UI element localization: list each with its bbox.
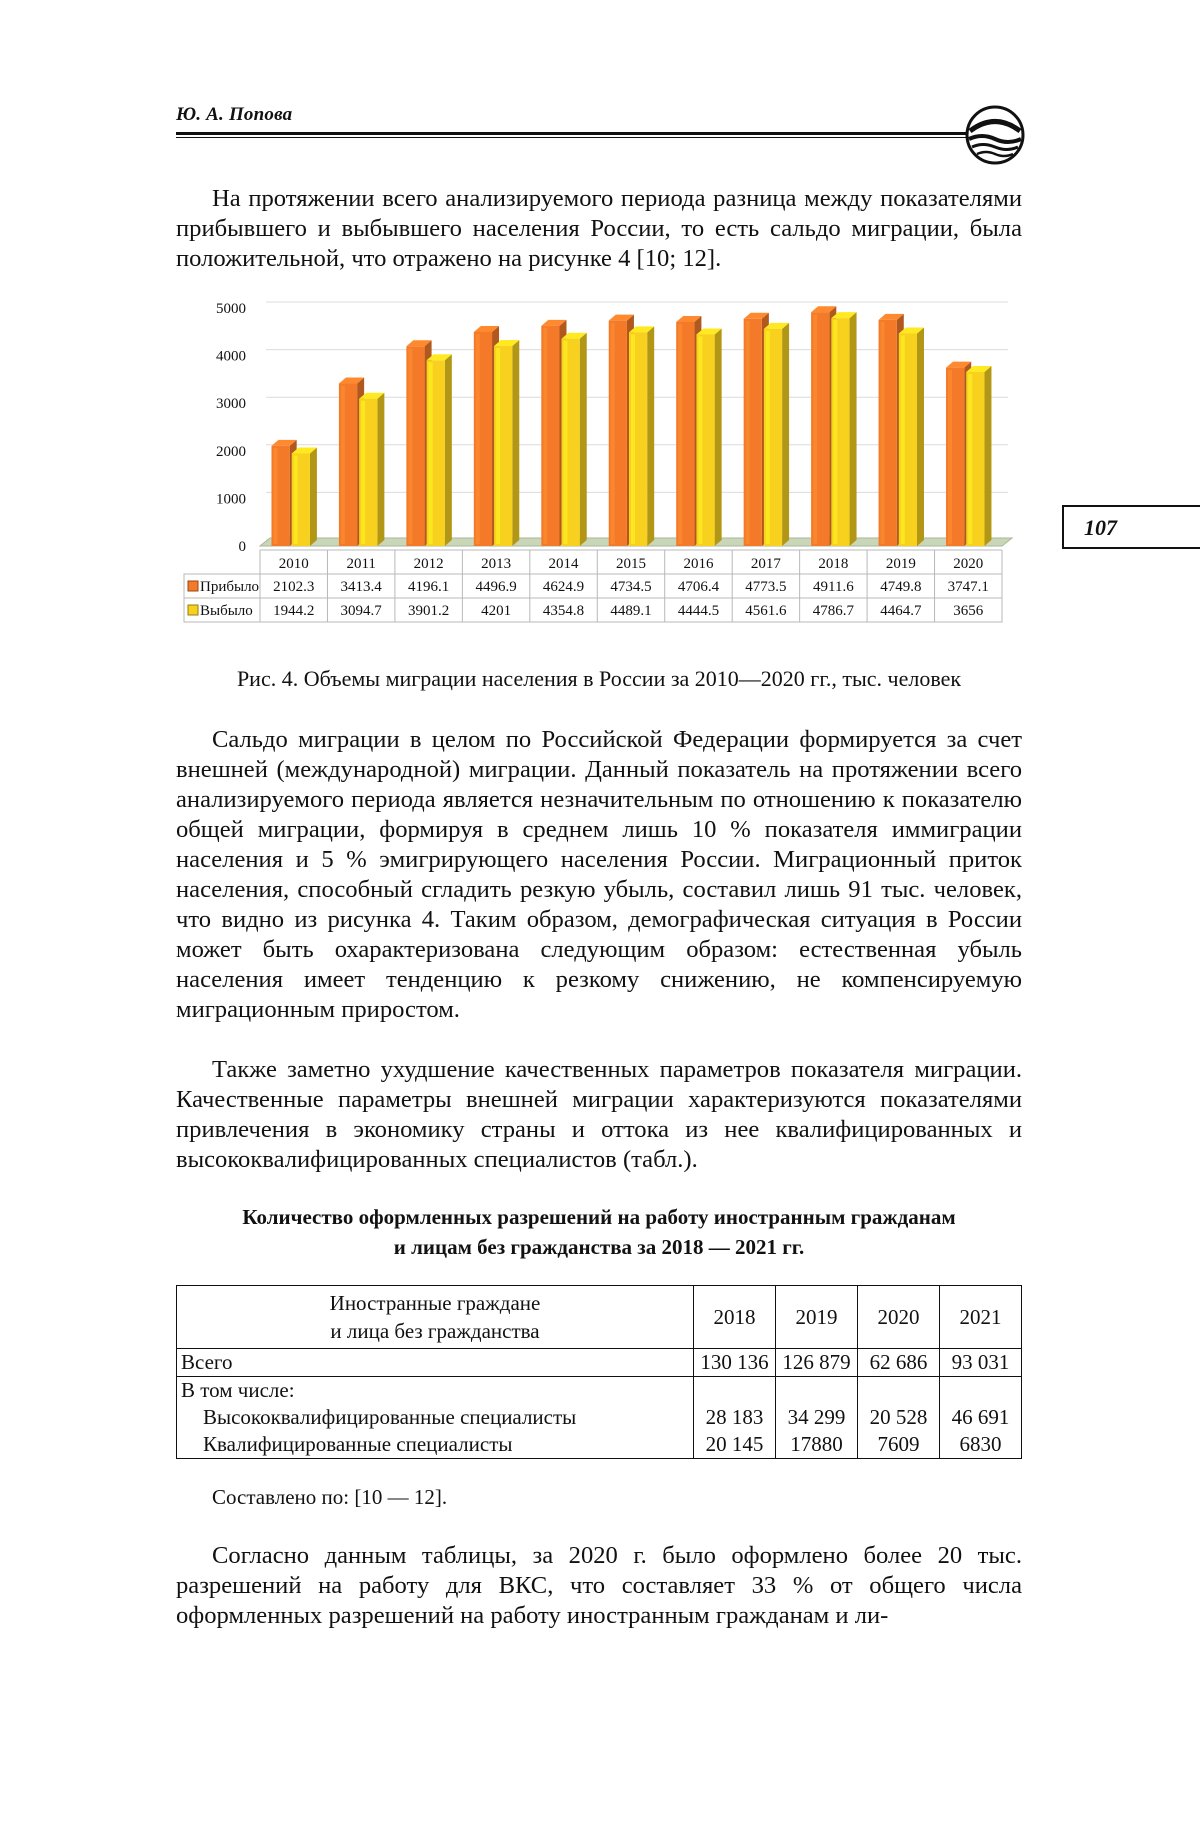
bar-highlight [294,455,298,544]
bar-side [647,326,654,546]
table-source: Составлено по: [10 — 12]. [212,1485,448,1509]
table-cell [858,1377,940,1405]
y-tick-label: 3000 [216,396,246,413]
table-header-label-line-1: Иностранные граждане [329,1291,541,1315]
table-cell: 126 879 [776,1349,858,1377]
data-label: 4464.7 [880,603,922,619]
bar-highlight [361,401,365,544]
table-row-label: В том числе: [177,1377,694,1405]
bar-Выбыло-2017 [764,323,789,546]
data-label: 2102.3 [273,579,315,595]
x-tick-label: 2013 [481,556,512,572]
data-label: 4561.6 [745,603,787,619]
paragraph-1: На протяжении всего анализируемого периода разница между показателями прибывшего и выбывшего населения России, то есть сальдо миграции, была положительной, что отражено на рисунке 4 [10; 12]. [176,185,1022,272]
table-row [177,1349,1022,1377]
data-label: 3094.7 [340,603,382,619]
x-tick-label: 2016 [683,556,714,572]
x-tick-label: 2017 [750,556,781,572]
table-cell: 7609 [858,1431,940,1459]
data-label: 3901.2 [408,603,450,619]
table-row-label: Всего [177,1349,694,1377]
data-label: 4734.5 [610,579,652,595]
table-cell: 6830 [940,1431,1022,1459]
bar-highlight [496,348,500,544]
data-label: 4196.1 [408,579,450,595]
data-label: 4354.8 [542,603,585,619]
bar-side [310,447,317,546]
x-tick-label: 2012 [413,556,444,572]
bar-Выбыло-2016 [696,328,721,546]
running-header-author: Ю. А. Попова [176,104,293,125]
data-label: 4786.7 [812,603,854,619]
table-row [177,1404,1022,1431]
table-row-label: Квалифицированные специалисты [177,1431,694,1459]
paragraph-4: Согласно данным таблицы, за 2020 г. было оформлено более 20 тыс. разрешений на работу для ВКС, что составляет 33 % от общего числа оформленных разрешений на работу иностранным гражданам и ли- [176,1542,1022,1629]
header-rule-thin [176,137,966,138]
bar-Выбыло-2019 [899,327,924,546]
bar-side [782,323,789,546]
figure-caption: Рис. 4. Объемы миграции населения в России за 2010—2020 гг., тыс. человек [236,666,962,691]
table-cell [940,1377,1022,1405]
bar-Выбыло-2020 [966,366,991,546]
bar-highlight [543,328,547,544]
table-header-label-line-2: и лица без гражданства [330,1319,540,1343]
bar-Выбыло-2015 [629,326,654,546]
bar-highlight [881,322,885,544]
bar-side [377,393,384,546]
page-number: 107 [1062,505,1200,549]
bar-highlight [833,320,837,544]
bar-highlight [611,323,615,544]
table-cell: 93 031 [940,1349,1022,1377]
bar-highlight [564,341,568,544]
table-header-year: 2020 [858,1286,940,1349]
bar-highlight [341,386,345,544]
x-tick-label: 2011 [346,556,376,572]
paragraph-3: Также заметно ухудшение качественных параметров показателя миграции. Качественные параметры внешней миграции характеризуются показателями привлечения в экономику страны и оттока из нее квалифицированных и высококвалифицированных специалистов (табл.). [176,1056,1022,1173]
bar-highlight [631,334,635,544]
bar-highlight [273,448,277,544]
data-label: 3413.4 [340,579,382,595]
bar-highlight [408,348,412,544]
x-tick-label: 2020 [953,556,984,572]
table-header-year: 2021 [940,1286,1022,1349]
data-label: 4489.1 [610,603,652,619]
x-tick-label: 2010 [278,556,309,572]
bar-Выбыло-2012 [427,354,452,546]
table-cell: 62 686 [858,1349,940,1377]
bar-highlight [766,331,770,544]
header-rule [176,132,966,135]
table-title-line-2: и лицам без гражданства за 2018 — 2021 гг. [393,1235,805,1259]
bar-Выбыло-2010 [292,447,317,546]
data-label: 4496.9 [475,579,517,595]
data-label: 3656 [953,603,984,619]
table-cell: 20 145 [694,1431,776,1459]
table-title-line-1: Количество оформленных разрешений на работу иностранным гражданам [242,1205,956,1229]
bar-highlight [476,334,480,544]
x-tick-label: 2019 [885,556,916,572]
table-title [176,1202,1022,1262]
bar-highlight [948,370,952,544]
data-label: 3747.1 [947,579,989,595]
table-cell [776,1377,858,1405]
table-cell: 34 299 [776,1404,858,1431]
paragraph-2: Сальдо миграции в целом по Российской Федерации формируется за счет внешней (международной) миграции. Данный показатель на протяжении всего анализируемого периода является незначительным по отношению к показателю общей миграции, формируя в среднем лишь 10 % показателя иммиграции населения и 5 % эмигрирующего населения России. Миграционный приток населения, способный сгладить резкую убыль, составил лишь 91 тыс. человек, что видно из рисунка 4. Таким образом, демографическая ситуация в России может быть охарактеризована следующим образом: естественная убыль населения имеет тенденцию к резкому снижению, не компенсируемую миграционным приростом. [176,726,1022,1023]
bar-side [984,366,991,546]
y-tick-label: 2000 [216,443,246,460]
table-header-year: 2018 [694,1286,776,1349]
data-label: 4773.5 [745,579,787,595]
table-cell: 20 528 [858,1404,940,1431]
bar-Выбыло-2018 [831,312,856,546]
data-label: 4201 [481,603,512,619]
bar-side [445,354,452,546]
data-label: 4911.6 [813,579,854,595]
y-tick-label: 1000 [216,491,246,508]
table-header-label [177,1286,694,1349]
bar-highlight [698,336,702,544]
table-cell: 130 136 [694,1349,776,1377]
table-row [177,1431,1022,1459]
bar-Выбыло-2014 [562,333,587,546]
bar-side [917,327,924,546]
table-row [177,1377,1022,1405]
table-header-year: 2019 [776,1286,858,1349]
bar-side [512,340,519,546]
migration-bar-chart [176,296,1022,636]
bar-highlight [813,314,817,544]
legend-swatch [188,581,198,591]
bar-Выбыло-2011 [359,393,384,546]
bar-highlight [678,324,682,544]
data-label: 4749.8 [880,579,922,595]
bar-side [850,312,857,546]
bar-side [580,333,587,546]
table-cell: 46 691 [940,1404,1022,1431]
data-label: 4444.5 [677,603,720,619]
bar-highlight [429,362,433,544]
x-tick-label: 2015 [616,556,646,572]
bar-highlight [968,374,972,544]
data-label: 4624.9 [542,579,585,595]
work-permits-table [176,1285,1022,1459]
y-tick-label: 4000 [216,348,246,365]
bar-Выбыло-2013 [494,340,519,546]
bar-side [715,328,722,546]
y-tick-label: 0 [238,539,246,555]
data-label: 1944.2 [273,603,315,619]
table-cell [694,1377,776,1405]
bar-highlight [746,321,750,544]
legend-label: Выбыло [200,603,253,619]
table-row-label: Высококвалифицированные специалисты [177,1404,694,1431]
legend-label: Прибыло [200,579,260,595]
table-cell: 17880 [776,1431,858,1459]
journal-logo-icon [964,104,1026,166]
bar-highlight [901,335,905,544]
table-header-row [177,1286,1022,1349]
table-cell: 28 183 [694,1404,776,1431]
x-tick-label: 2018 [818,556,849,572]
legend-swatch [188,605,198,615]
data-label: 4706.4 [677,579,720,595]
y-tick-label: 5000 [216,301,246,317]
x-tick-label: 2014 [548,556,579,572]
